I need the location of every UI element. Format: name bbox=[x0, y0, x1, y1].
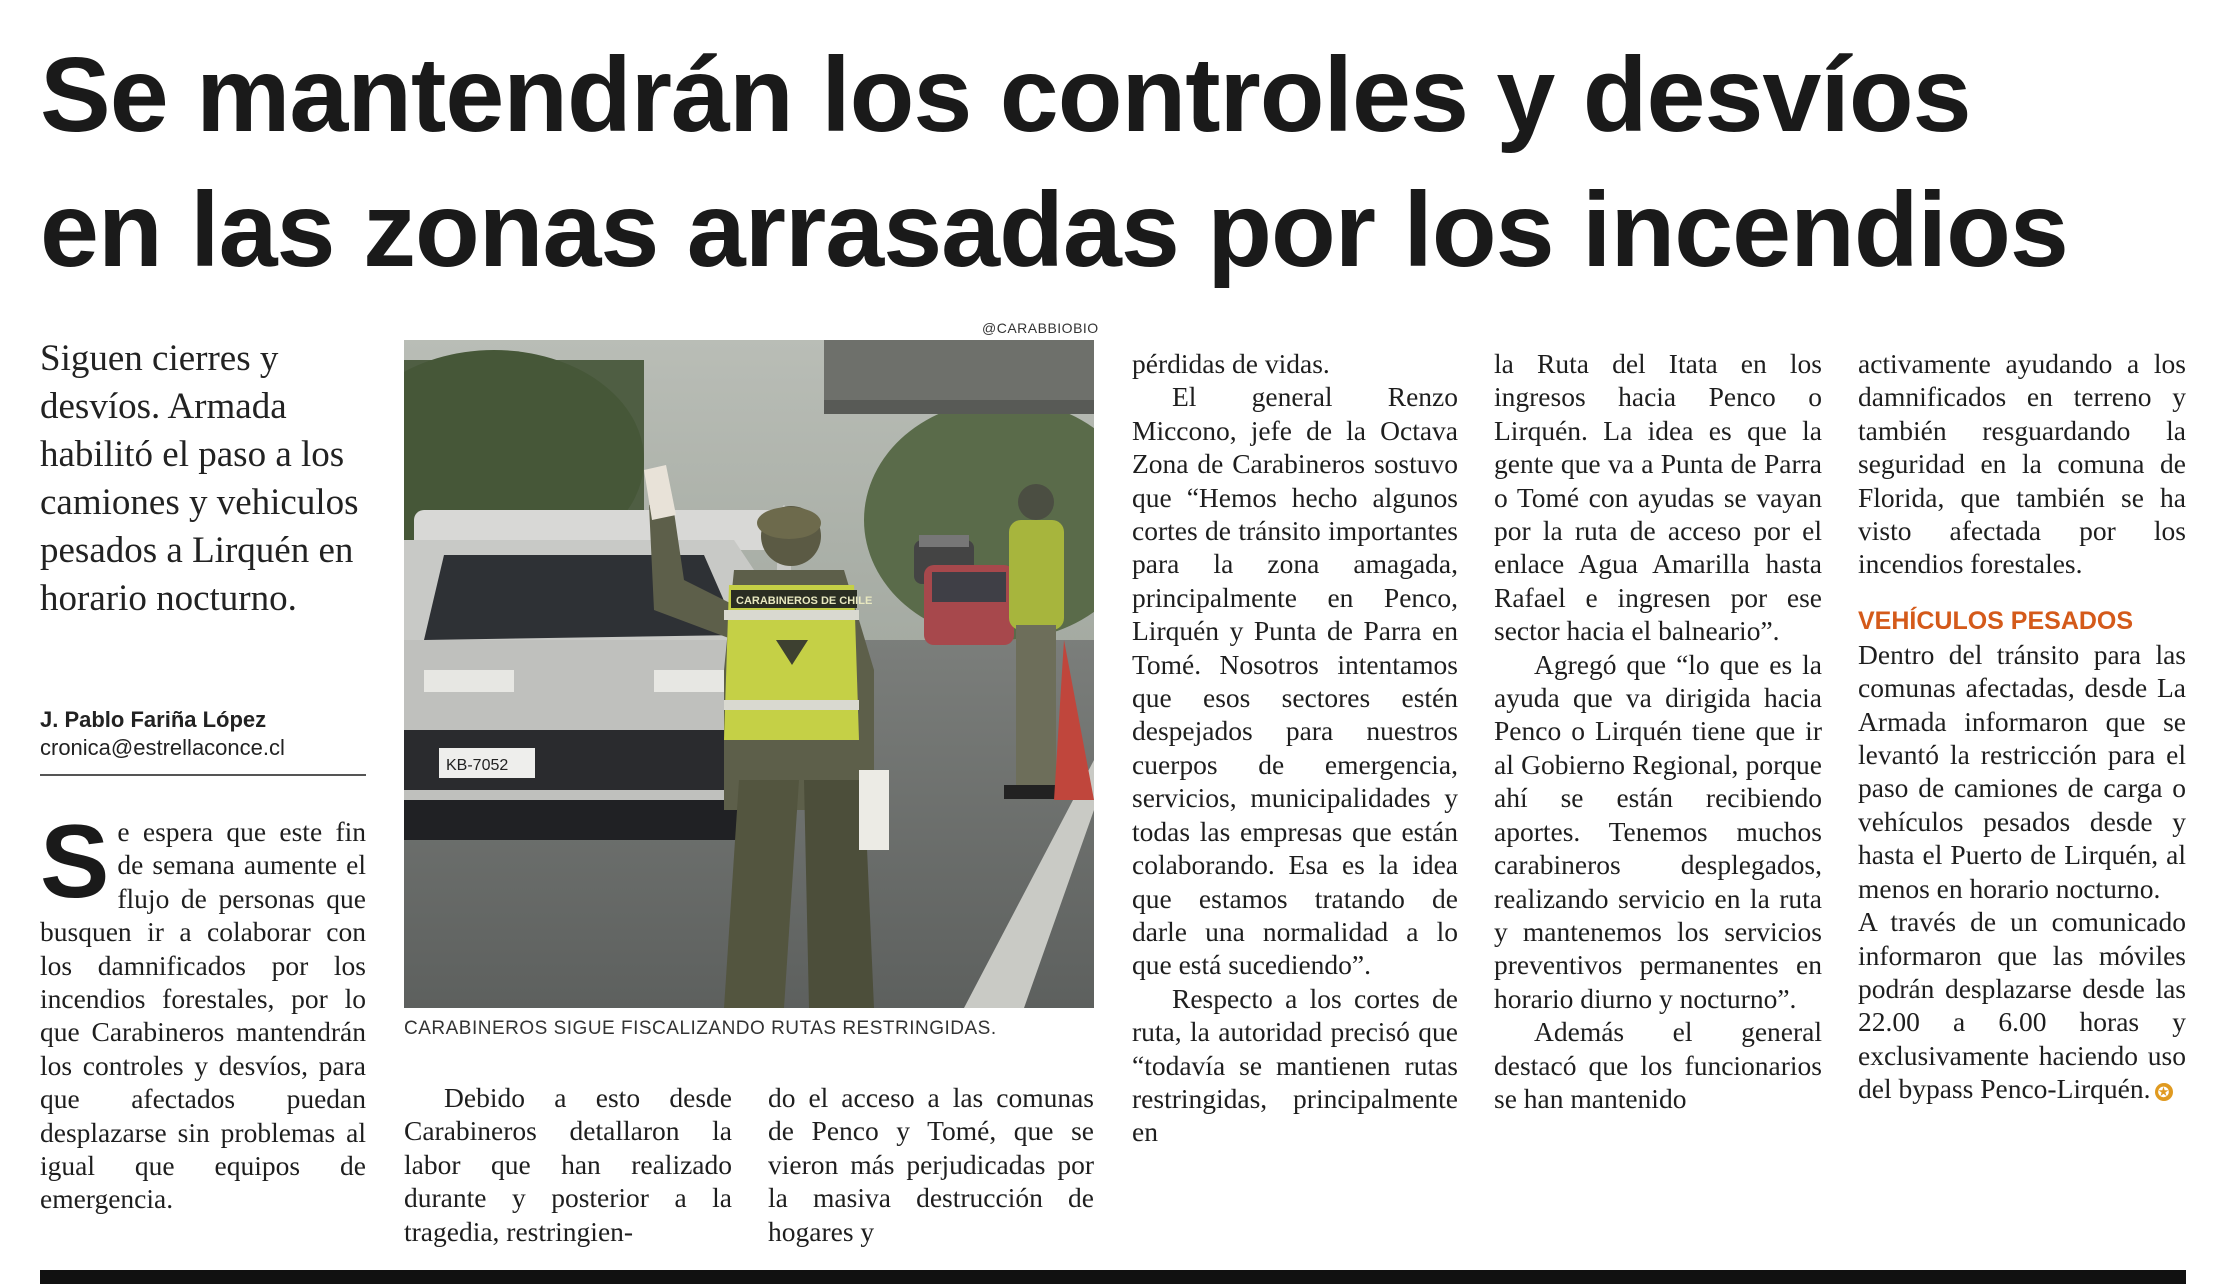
photo-caption: CARABINEROS SIGUE FISCALIZANDO RUTAS RESTRINGIDAS. bbox=[404, 1018, 997, 1039]
paragraph: e espera que este fin de semana aumente el flujo de personas que busquen ir a colaborar con los damnificados por los incendios forestales, por lo que Carabineros mantendrán los controles y desvíos, para que afectados puedan desplazarse sin problemas al igual que equipos de emergencia. bbox=[40, 816, 366, 1215]
paragraph: Respecto a los cortes de ruta, la autoridad precisó que “todavía se mantienen rutas restringidas, principalmente en bbox=[1132, 982, 1458, 1148]
column-2 bbox=[404, 1081, 732, 1248]
news-photo bbox=[404, 340, 1094, 1008]
end-mark-icon: ✪ bbox=[2155, 1083, 2173, 1101]
headline-line-1: Se mantendrán los controles y desvíos bbox=[40, 36, 1971, 154]
column-5 bbox=[1494, 347, 1822, 1115]
paragraph: pérdidas de vidas. bbox=[1132, 348, 1330, 379]
paragraph: Debido a esto desde Carabineros detallaron la labor que han realizado durante y posterior a la tragedia, restringien- bbox=[404, 1082, 732, 1247]
drop-cap: S bbox=[40, 804, 110, 920]
column-4 bbox=[1132, 347, 1458, 1149]
subheading: VEHÍCULOS PESADOS bbox=[1858, 606, 2134, 635]
headline-line-2: en las zonas arrasadas por los incendios bbox=[40, 171, 2068, 289]
photo-credit: @CARABBIOBIO bbox=[982, 320, 1099, 336]
paragraph-final bbox=[1858, 905, 2186, 1105]
headline bbox=[40, 28, 2200, 298]
photo-illustration bbox=[404, 340, 1094, 1008]
column-6 bbox=[1858, 347, 2186, 1106]
byline bbox=[40, 706, 370, 762]
column-1 bbox=[40, 804, 366, 1216]
paragraph: do el acceso a las comunas de Penco y Tomé, que se vieron más perjudicadas por la masiva destrucción de hogares y bbox=[768, 1082, 1094, 1247]
paragraph: Agregó que “lo que es la ayuda que va dirigida hacia Penco o Lirquén tiene que ir al Gobierno Regional, porque ahí se están recibiendo aportes. Tenemos muchos carabineros desplegados, realizando servicio en la ruta y mantenemos los servicios preventivos permanentes en horario diurno y nocturno”. bbox=[1494, 648, 1822, 1014]
author-email[interactable]: cronica@estrellaconce.cl bbox=[40, 735, 285, 760]
paragraph: activamente ayudando a los damnificados en terreno y también resguardando la seguridad en la comuna de Florida, que también se ha visto afectada por los incendios forestales. bbox=[1858, 348, 2186, 580]
column-3 bbox=[768, 1081, 1094, 1248]
bottom-rule bbox=[40, 1270, 2186, 1284]
paragraph: Dentro del tránsito para las comunas afectadas, desde La Armada informaron que se levantó la restricción para el paso de camiones de carga o vehículos pesados desde y hasta el Puerto de Lirquén, al menos en horario nocturno. bbox=[1858, 638, 2186, 904]
lede: Siguen cierres y desvíos. Armada habilitó el paso a los camiones y vehiculos pesados a Lirquén en horario nocturno. bbox=[40, 338, 359, 619]
paragraph: la Ruta del Itata en los ingresos hacia Penco o Lirquén. La idea es que la gente que va a Punta de Parra o Tomé con ayudas se vayan por la ruta de acceso por el enlace Agua Amarilla hasta Rafael e ingresen por ese sector hacia el balneario”. bbox=[1494, 348, 1822, 647]
paragraph: El general Renzo Miccono, jefe de la Octava Zona de Carabineros sostuvo que “Hemos hecho algunos cortes de tránsito importantes para la zona amagada, principalmente en Penco, Lirquén y Punta de Parra en Tomé. Nosotros intentamos que esos sectores estén despejados para nuestros cuerpos de emergencia, servicios, municipalidades y todas las empresas que están colaborando. Esa es la idea que estamos tratando de darle una normalidad a lo que está sucediendo”. bbox=[1132, 381, 1458, 981]
vest-label: CARABINEROS DE CHILE bbox=[736, 595, 873, 607]
byline-divider bbox=[40, 774, 366, 776]
license-plate: KB-7052 bbox=[446, 757, 509, 774]
paragraph: Además el general destacó que los funcionarios se han mantenido bbox=[1494, 1016, 1822, 1114]
paragraph-text: A través de un comunicado informaron que las móviles podrán desplazarse desde las 22.00 a 6.00 horas y exclusivamente haciendo uso del bypass Penco-Lirquén. bbox=[1858, 906, 2186, 1105]
author-name: J. Pablo Fariña López bbox=[40, 707, 267, 732]
